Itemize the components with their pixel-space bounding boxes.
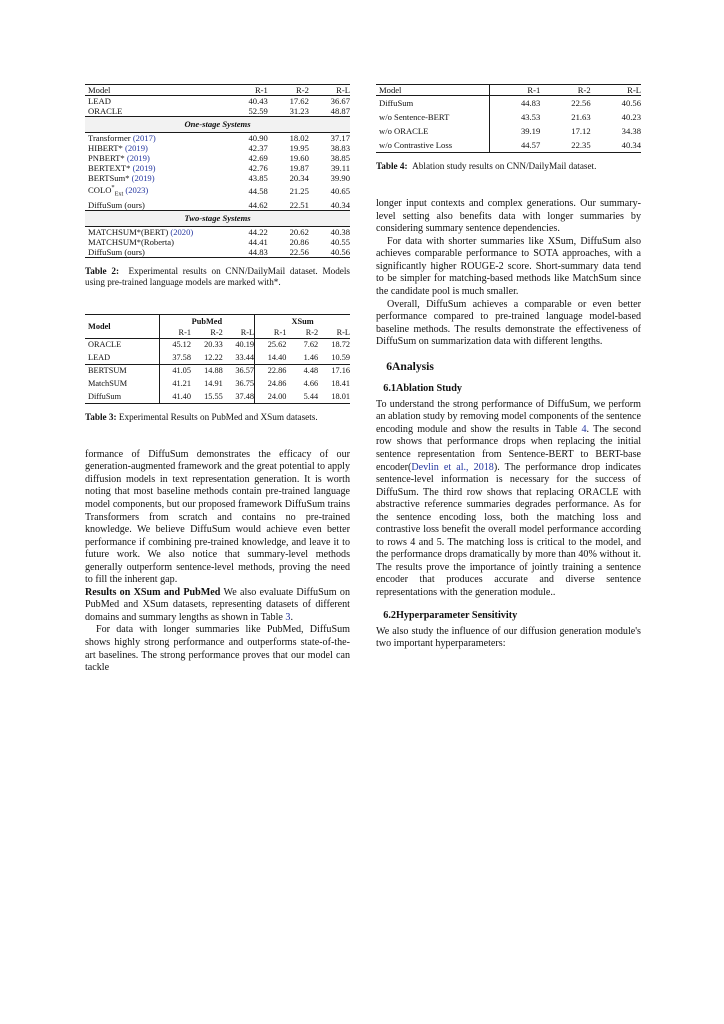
table-3-group-xsum: XSum (255, 314, 350, 328)
cell-model (85, 163, 225, 173)
cell-pubmed-r2: 14.88 (191, 364, 223, 377)
table-row (376, 96, 641, 111)
cell-model: DiffuSum (85, 390, 159, 403)
cell-xsum-r1: 24.86 (255, 377, 287, 390)
cell-rl: 40.34 (330, 199, 350, 210)
cell-xsum-r1: 25.62 (255, 338, 287, 351)
table-row (85, 377, 350, 390)
cell-model (85, 226, 225, 237)
cell-xsum-r1: 14.40 (255, 351, 287, 364)
cell-rl: 40.34 (591, 138, 641, 153)
cell-rl: 40.38 (330, 226, 350, 237)
citation-link[interactable]: (2019) (124, 142, 148, 153)
group-label: One-stage Systems (85, 117, 350, 133)
table-row (85, 143, 350, 153)
table-4-caption-label: Table 4: (376, 161, 408, 171)
cell-r2: 18.02 (289, 132, 309, 143)
table-4-caption (376, 161, 641, 172)
cell-rl: 40.56 (309, 247, 350, 258)
cell-rl: 39.11 (330, 162, 350, 173)
cell-model (85, 183, 225, 200)
cell-r2: 20.34 (289, 172, 309, 183)
section-heading-analysis (376, 360, 641, 373)
table-2-group-header-one-stage (85, 117, 350, 133)
cell-r1: 42.76 (248, 162, 268, 173)
cell-xsum-rl: 17.16 (318, 364, 350, 377)
spacer (376, 172, 641, 198)
table-reference-link[interactable]: 4 (581, 423, 587, 435)
cell-model: LEAD (85, 96, 225, 107)
spacer (85, 423, 350, 449)
cell-r1: 39.19 (490, 124, 540, 138)
cell-model: ORACLE (85, 338, 159, 351)
table-row (85, 183, 350, 200)
citation-link[interactable]: (2019) (126, 152, 150, 163)
cell-rl: 38.85 (330, 152, 350, 163)
table-3-group-pubmed: PubMed (159, 314, 254, 328)
table-2-block (85, 84, 350, 288)
cell-xsum-r2: 5.44 (286, 390, 318, 403)
cell-r2: 19.95 (289, 142, 309, 153)
cell-rl: 37.17 (330, 132, 350, 143)
right-paragraph-1: longer input contexts and complex generations. Our summary-level setting also benefits data with longer summaries by considering summary sentence dependencies. (376, 198, 641, 235)
cell-model-name: BERTSum* (88, 172, 130, 183)
cell-model: DiffuSum (376, 96, 490, 111)
cell-r2: 22.51 (289, 199, 309, 210)
cell-r1: 40.43 (225, 96, 267, 107)
cell-xsum-r2: 7.62 (286, 338, 318, 351)
cell-r2: 22.56 (540, 96, 590, 111)
cell-xsum-r1: 24.00 (255, 390, 287, 403)
cell-xsum-rl: 18.01 (318, 390, 350, 403)
cell-r2: 22.35 (540, 138, 590, 153)
cell-r2: 19.60 (289, 152, 309, 163)
cell-model: BERTSUM (85, 364, 159, 377)
table-row (85, 364, 350, 377)
table-3-pubmed-r2: R-2 (210, 328, 223, 338)
table-row (85, 351, 350, 364)
table-3 (85, 314, 350, 404)
cell-r1: 44.83 (490, 96, 540, 111)
cell-pubmed-rl: 40.19 (223, 338, 255, 351)
left-column (85, 84, 350, 675)
cell-model-name: Transformer (88, 132, 131, 143)
spacer (85, 288, 350, 314)
table-row (85, 338, 350, 351)
table-3-block (85, 314, 350, 423)
table-2-header-row (85, 85, 350, 96)
cell-r2: 21.63 (571, 112, 591, 122)
two-column-layout (85, 84, 641, 675)
cell-r1: 44.83 (225, 247, 267, 258)
cell-pubmed-rl: 36.57 (223, 364, 255, 377)
cell-pubmed-rl: 33.44 (235, 352, 255, 362)
section-number: 6 (386, 359, 392, 373)
cell-model (85, 173, 225, 183)
table-2-col-r1: R-1 (225, 85, 267, 96)
table-3-xsum-rl: R-L (336, 328, 350, 338)
cell-r2: 20.62 (289, 226, 309, 237)
cell-r1: 43.85 (248, 172, 268, 183)
cell-r2: 20.86 (289, 236, 309, 247)
table-2-col-rl: R-L (309, 85, 350, 96)
inline-heading-results: Results on XSum and PubMed (85, 586, 221, 598)
table-3-col-model: Model (85, 314, 159, 338)
table-3-caption-text: Experimental Results on PubMed and XSum datasets. (118, 411, 318, 422)
cell-model (85, 143, 225, 153)
cell-rl: 36.67 (309, 96, 350, 107)
cell-pubmed-r1: 45.12 (159, 338, 191, 351)
cell-xsum-r2: 4.66 (303, 378, 319, 388)
cell-xsum-rl: 18.72 (318, 338, 350, 351)
table-2 (85, 84, 350, 258)
cell-pubmed-rl: 36.75 (235, 378, 255, 388)
cell-r1: 43.53 (490, 110, 540, 124)
cell-pubmed-r1: 41.40 (159, 390, 191, 403)
table-row (85, 96, 350, 107)
cell-r2: 22.56 (268, 247, 309, 258)
cell-model: LEAD (88, 352, 111, 362)
table-row (85, 390, 350, 403)
table-row (85, 226, 350, 237)
table-4-block (376, 84, 641, 172)
table-row (85, 247, 350, 258)
table-4-col-rl: R-L (591, 85, 641, 96)
table-row (85, 200, 350, 211)
subsection-title: Ablation Study (396, 382, 462, 394)
cell-xsum-rl: 18.41 (331, 378, 350, 388)
cell-model-name: $COLO^*_{Ext}$ (88, 183, 124, 198)
table-3-caption (85, 412, 350, 423)
right-paragraph-3: Overall, DiffuSum achieves a comparable or even better performance compared to pre-trained language model-based baseline methods. The results demonstrate the effectiveness of DiffuSum on summarization data with different lengths. (376, 298, 641, 348)
right-paragraph-ablation (376, 399, 641, 600)
table-3-pubmed-rl: R-L (240, 328, 255, 338)
cell-xsum-r2: 1.46 (303, 352, 319, 362)
subsection-heading-hyperparameter-sensitivity (376, 610, 641, 622)
cell-rl: 40.55 (330, 236, 350, 247)
ablation-text-b: . The second row shows that performance drops when replacing the initial sentence representation from Sentence-BERT to BERT-base encoder( (376, 423, 641, 473)
right-paragraph-2: For data with shorter summaries like XSum, DiffuSum also achieves comparable performance to SOTA approaches, with a significantly higher ROUGE-2 score. Short-summary data tend to be simpler for matching-based methods like MatchSum since the candidate pool is much smaller. (376, 235, 641, 298)
right-column (376, 84, 641, 675)
table-3-xsum-r2: R-2 (305, 328, 319, 338)
table-reference-link[interactable]: 3 (285, 611, 291, 623)
citation-link[interactable]: (2020) (170, 226, 194, 237)
table-row (376, 138, 641, 153)
cell-pubmed-r1: 37.58 (159, 351, 191, 364)
right-paragraph-hyperparameter: We also study the influence of our diffusion generation module's two important hyperparameters: (376, 625, 641, 650)
cell-r1: 52.59 (248, 106, 268, 116)
cell-r2: 19.87 (289, 162, 309, 173)
table-4-col-r2: R-2 (540, 85, 590, 96)
table-2-caption-label: Table 2: (85, 265, 120, 276)
table-3-group-header-row (85, 314, 350, 328)
cell-model: MATCHSUM*(Roberta) (88, 236, 174, 247)
cell-rl: 40.56 (591, 96, 641, 111)
cell-model-name: HIBERT* (88, 142, 123, 153)
cell-model (85, 132, 225, 143)
cell-xsum-r1: 22.86 (255, 364, 287, 377)
cell-r2: 17.62 (268, 96, 309, 107)
table-3-xsum-r1: R-1 (255, 328, 287, 338)
subsection-heading-ablation-study (376, 383, 641, 395)
table-row (85, 106, 350, 117)
citation-link[interactable]: Devlin et al., 2018 (411, 461, 494, 473)
table-row (85, 132, 350, 143)
cell-model: MatchSUM (88, 378, 128, 388)
table-2-caption-text: Experimental results on CNN/DailyMail dataset. Models using pre-trained language models are marked with*. (85, 265, 351, 287)
left-paragraph-2-tail: . (290, 611, 293, 623)
cell-pubmed-r1: 41.21 (159, 377, 191, 390)
cell-r2: 21.25 (289, 186, 309, 197)
cell-pubmed-r2: 12.22 (204, 352, 223, 362)
subsection-number: 6.1 (383, 382, 396, 394)
cell-r2: 17.12 (571, 126, 591, 136)
cell-model: DiffuSum (ours) (85, 247, 225, 258)
cell-r1: 40.90 (248, 132, 268, 143)
table-row (85, 237, 350, 247)
cell-model-name: BERTEXT* (88, 162, 131, 173)
table-row (85, 163, 350, 173)
cell-model-name: MATCHSUM*(BERT) (88, 226, 169, 237)
table-2-col-model: Model (85, 85, 225, 96)
cell-rl: 34.38 (621, 126, 641, 136)
subsection-number: 6.2 (383, 609, 396, 621)
table-2-caption (85, 266, 350, 288)
table-row (376, 124, 641, 138)
table-row (85, 173, 350, 183)
citation-link[interactable]: (2023) (125, 184, 149, 195)
cell-rl: 38.83 (330, 142, 350, 153)
ablation-text-a: To understand the strong performance of DiffuSum, we perform an ablation study by removing model components of the sentence encoding module and show the results in Table (376, 398, 641, 435)
table-row (85, 153, 350, 163)
citation-link[interactable]: (2019) (131, 172, 155, 183)
cell-model (85, 153, 225, 163)
cell-pubmed-r2: 15.55 (191, 390, 223, 403)
cell-r1: 42.37 (248, 142, 268, 153)
table-2-col-r2: R-2 (268, 85, 309, 96)
cell-rl: 39.90 (330, 172, 350, 183)
cell-model: DiffuSum (ours) (88, 199, 145, 210)
citation-link[interactable]: (2017) (132, 132, 156, 143)
table-4-caption-text: Ablation study results on CNN/DailyMail dataset. (412, 161, 597, 171)
cell-r1: 44.58 (248, 186, 268, 197)
table-4-col-r1: R-1 (490, 85, 540, 96)
table-4-col-model: Model (376, 85, 490, 96)
cell-model-name: PNBERT* (88, 152, 125, 163)
cell-r1: 44.22 (248, 226, 268, 237)
cell-model: w/o Sentence-BERT (379, 112, 450, 122)
left-paragraph-2-text: We also evaluate DiffuSum on PubMed and XSum datasets, representing datasets of different domains and summary lengths as shown in Table (85, 586, 350, 623)
subsection-title: Hyperparameter Sensitivity (396, 609, 518, 621)
left-paragraph-3: For data with longer summaries like PubMed, DiffuSum shows highly strong performance and outperforms state-of-the-art baselines. The strong performance proves that our model can tackle (85, 624, 350, 674)
table-3-caption-label: Table 3: (85, 411, 117, 422)
cell-rl: 40.23 (621, 112, 641, 122)
section-title: Analysis (392, 359, 434, 373)
cell-pubmed-r1: 41.05 (159, 364, 191, 377)
cell-model: ORACLE (88, 106, 123, 116)
left-paragraph-2 (85, 587, 350, 625)
group-label: Two-stage Systems (85, 210, 350, 226)
ablation-text-c: ). The performance drop indicates sentence-level information is necessary for the success of DiffuSum. The third row shows that replacing ORACLE with abstractive reference summaries degrades performance. As for the sentence encoding loss, both the matching loss and contrastive loss benefit the overall model performance according to rows 4 and 5. The matching loss is critical to the model, and the performance drops dramatically by more than 40% without it. The results prove the importance of jointly training a sentence encoder that produces accurate and diverse sentence representations with the generation module.. (376, 461, 641, 598)
cell-model: w/o ORACLE (379, 126, 429, 136)
cell-r1: 44.41 (248, 236, 268, 247)
table-4 (376, 84, 641, 153)
cell-pubmed-rl: 37.48 (223, 390, 255, 403)
cell-rl: 48.87 (330, 106, 350, 116)
cell-xsum-r2: 4.48 (286, 364, 318, 377)
cell-r1: 42.69 (248, 152, 268, 163)
table-row (376, 110, 641, 124)
cell-r1: 44.57 (490, 138, 540, 153)
cell-xsum-rl: 10.59 (331, 352, 350, 362)
cell-model: w/o Contrastive Loss (376, 138, 490, 153)
table-4-header-row (376, 85, 641, 96)
cell-r1: 44.62 (248, 199, 268, 210)
cell-rl: 40.65 (330, 186, 350, 197)
cell-r2: 31.23 (289, 106, 309, 116)
table-3-pubmed-r1: R-1 (159, 328, 191, 338)
left-paragraph-1: formance of DiffuSum demonstrates the efficacy of our generation-augmented framework and the great potential to apply diffusion models in text representation generation. It is worth noting that most baseline methods contain pre-trained language model components, but our proposed framework DiffuSum trains Transformers from scratch and contains no pre-trained knowledge. We believe DiffuSum would achieve even better performance if combining pre-trained knowledge, and leave it to future work. We also notice that summary-level methods generally outperform sentence-level methods, proving the need to fill the inherent gap. (85, 448, 350, 586)
citation-link[interactable]: (2019) (132, 162, 156, 173)
cell-pubmed-r2: 14.91 (204, 378, 223, 388)
table-2-group-header-two-stage (85, 210, 350, 226)
cell-pubmed-r2: 20.33 (191, 338, 223, 351)
